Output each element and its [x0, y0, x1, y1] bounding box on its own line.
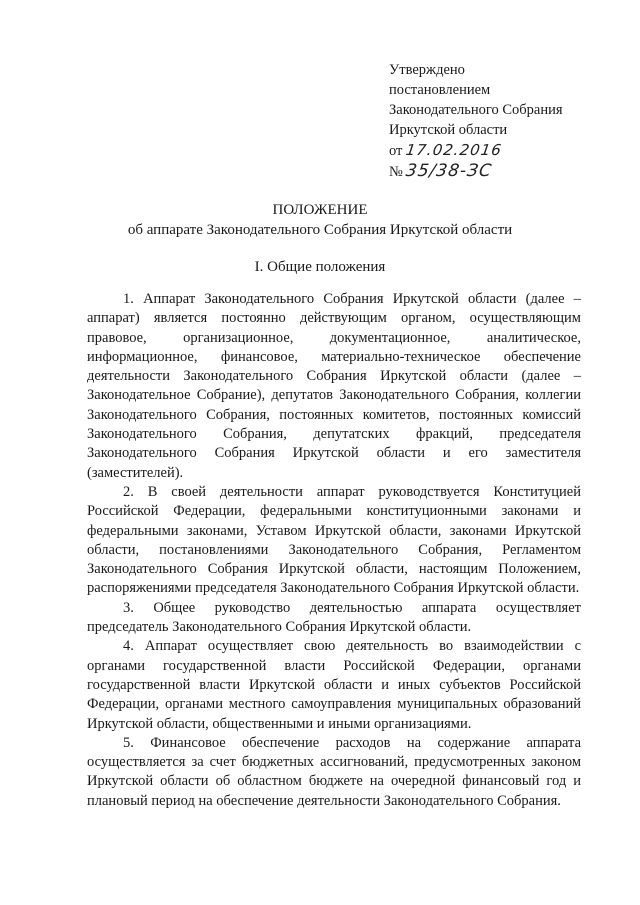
document-title: ПОЛОЖЕНИЕ: [272, 202, 368, 218]
approval-line-4: Иркутской области: [389, 122, 508, 138]
approval-date-line: [389, 140, 629, 161]
approval-number-prefix: №: [389, 164, 403, 180]
paragraph-5: 5. Финансовое обеспечение расходов на содержание аппарата осуществляется за счет бюджетных ассигнований, предусмотренных законом Иркутской области об областном бюджете на очередной финансовый год и плановый период на обеспечение деятельности Законодательного Собрания.: [87, 734, 581, 809]
document-body: [87, 290, 581, 811]
approval-line-2: постановлением: [389, 82, 491, 98]
section-title: I. Общие положения: [254, 259, 386, 275]
paragraph-2: 2. В своей деятельности аппарат руководствуется Конституцией Российской Федерации, федеральными конституционными законами и федеральными законами, Уставом Иркутской области, законами Иркутской области, постановлениями Законодательного Собрания, Регламентом Законодательного Собрания Иркутской области, настоящим Положением, распоряжениями председателя Законодательного Собрания Иркутской области.: [87, 483, 581, 597]
approval-stamp-block: [389, 60, 629, 182]
handwritten-number: 35/38-ЗС: [405, 161, 494, 181]
document-subtitle: об аппарате Законодательного Собрания Иркутской области: [127, 222, 513, 238]
approval-line-1: Утверждено: [389, 62, 465, 78]
paragraph-1: 1. Аппарат Законодательного Собрания Иркутской области (далее – аппарат) является постоянно действующим органом, осуществляющим правовое, организационное, документационное, аналитическое, информационное, финансовое, материально-техническое обеспечение деятельности Законодательного Собрания Иркутской области (далее – Законодательное Собрание), депутатов Законодательного Собрания, коллегии Законодательного Собрания, постоянных комитетов, постоянных комиссий Законодательного Собрания, депутатских фракций, председателя Законодательного Собрания Иркутской области и его заместителя (заместителей).: [87, 291, 581, 481]
approval-number-line: [389, 161, 629, 182]
paragraph-3: 3. Общее руководство деятельностью аппарата осуществляет председатель Законодательного Собрания Иркутской области.: [87, 599, 581, 636]
approval-line-3: Законодательного Собрания: [389, 102, 563, 118]
approval-date-prefix: от: [389, 143, 403, 159]
handwritten-date: 17.02.2016: [404, 141, 504, 159]
paragraph-4: 4. Аппарат осуществляет свою деятельность во взаимодействии с органами государственной власти Российской Федерации, органами государственной власти Иркутской области и иных субъектов Российской Федерации, органами местного самоуправления муниципальных образований Иркутской области, общественными и иными организациями.: [87, 638, 581, 732]
